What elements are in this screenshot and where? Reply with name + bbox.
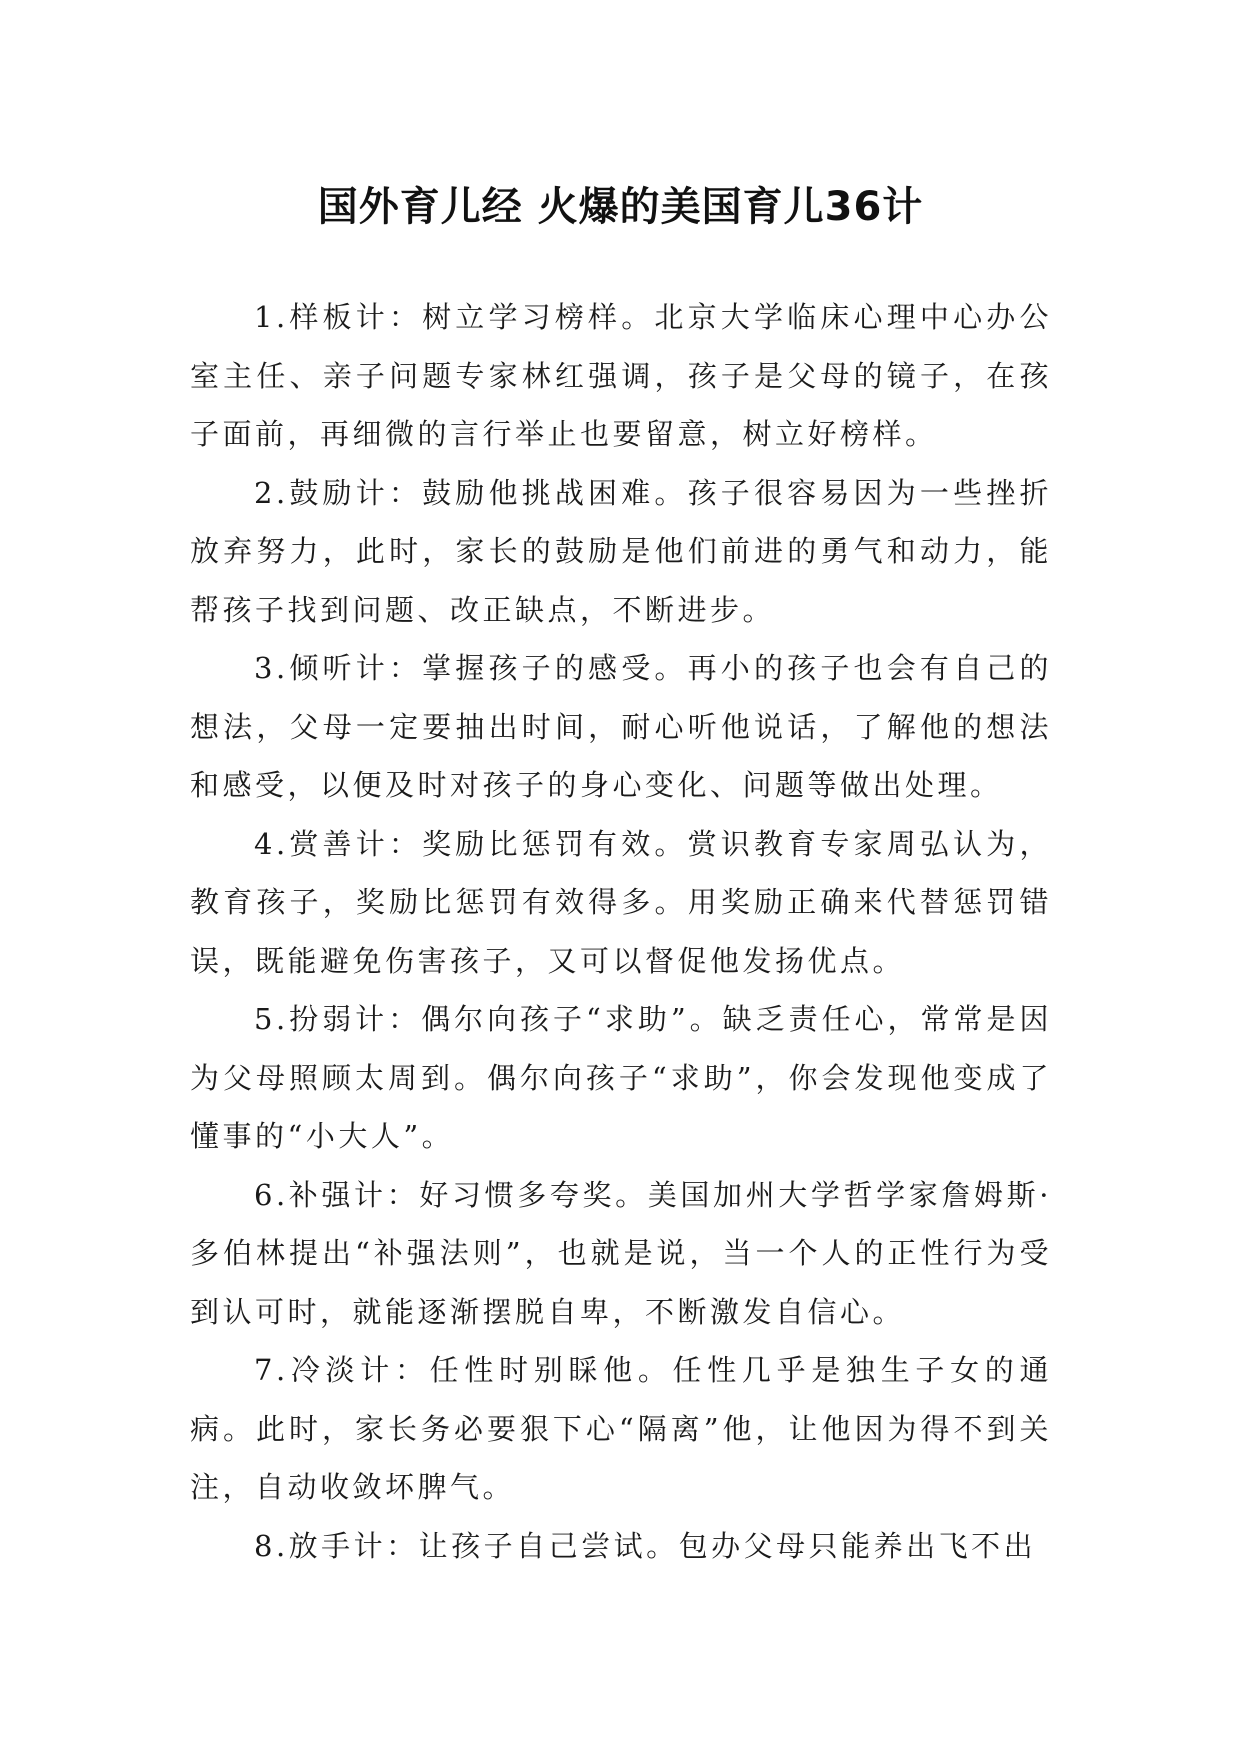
paragraph-4: 4.赏善计：奖励比惩罚有效。赏识教育专家周弘认为，教育孩子，奖励比惩罚有效得多。用奖励正确来代替惩罚错误，既能避免伤害孩子，又可以督促他发扬优点。 <box>190 826 1052 978</box>
document-title: 国外育儿经 火爆的美国育儿36计 <box>317 183 924 230</box>
paragraph-1: 1.样板计：树立学习榜样。北京大学临床心理中心办公室主任、亲子问题专家林红强调，孩子是父母的镜子，在孩子面前，再细微的言行举止也要留意，树立好榜样。 <box>190 300 1052 451</box>
document-body <box>190 288 1052 1575</box>
paragraph-5: 5.扮弱计：偶尔向孩子“求助”。缺乏责任心，常常是因为父母照顾太周到。偶尔向孩子“求助”，你会发现他变成了懂事的“小大人”。 <box>190 1002 1052 1153</box>
paragraph-7: 7.冷淡计：任性时别睬他。任性几乎是独生子女的通病。此时，家长务必要狠下心“隔离”他，让他因为得不到关注，自动收敛坏脾气。 <box>190 1353 1052 1504</box>
paragraph-6: 6.补强计：好习惯多夸奖。美国加州大学哲学家詹姆斯·多伯林提出“补强法则”，也就是说，当一个人的正性行为受到认可时，就能逐渐摆脱自卑，不断激发自信心。 <box>190 1177 1052 1329</box>
paragraph-2: 2.鼓励计：鼓励他挑战困难。孩子很容易因为一些挫折放弃努力，此时，家长的鼓励是他们前进的勇气和动力，能帮孩子找到问题、改正缺点，不断进步。 <box>190 475 1052 627</box>
paragraph-8: 8.放手计：让孩子自己尝试。包办父母只能养出飞不出 <box>254 1528 1037 1563</box>
paragraph-3: 3.倾听计：掌握孩子的感受。再小的孩子也会有自己的想法，父母一定要抽出时间，耐心听他说话，了解他的想法和感受，以便及时对孩子的身心变化、问题等做出处理。 <box>190 651 1052 802</box>
